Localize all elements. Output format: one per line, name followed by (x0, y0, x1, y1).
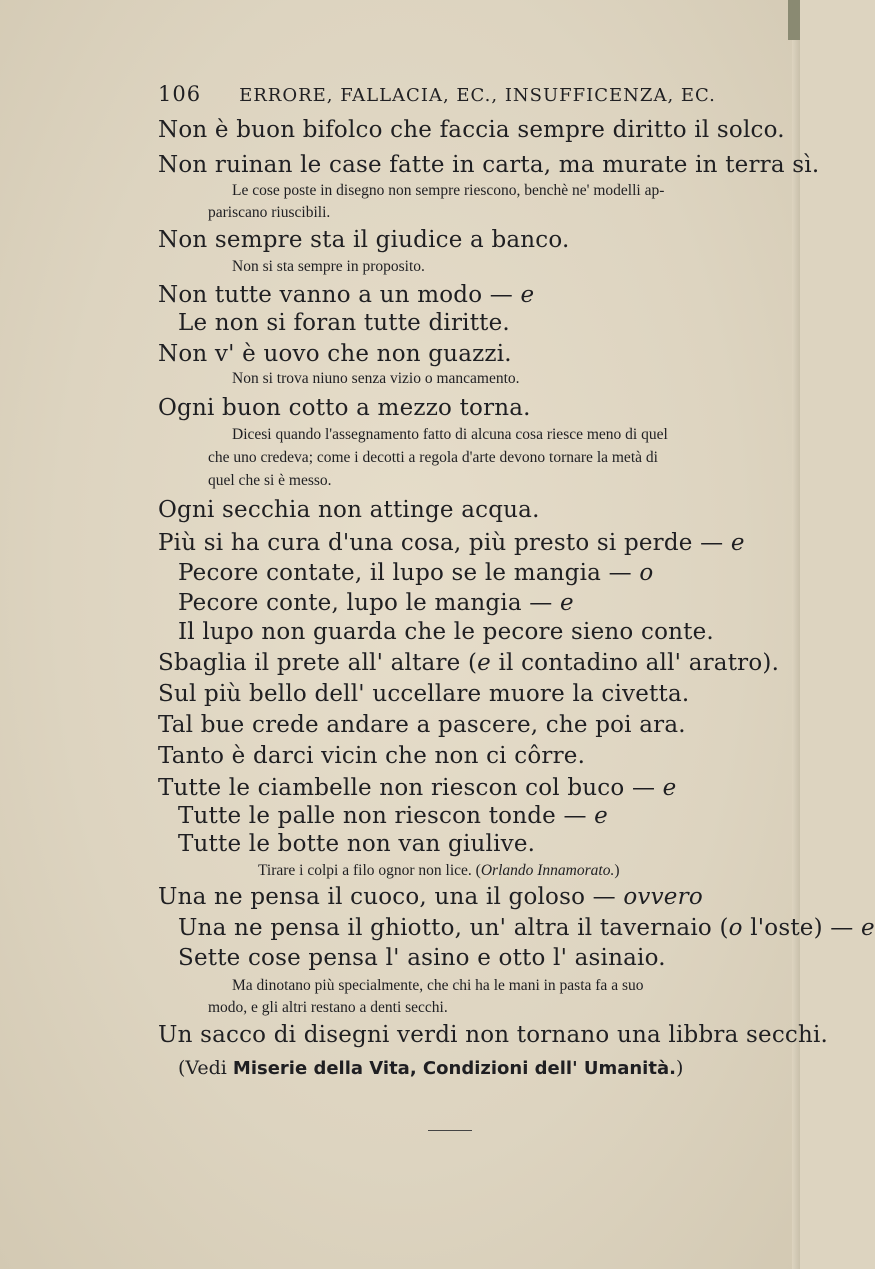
commentary-line: Non si sta sempre in proposito. (232, 258, 425, 275)
page-corner-mark (788, 0, 800, 40)
cross-reference: (Vedi Miserie della Vita, Condizioni dell' Umanità.) (178, 1057, 684, 1079)
commentary-line: che uno credeva; come i decotti a regola d'arte devono tornare la metà di (208, 449, 658, 466)
proverb-line: Tanto è darci vicin che non ci côrre. (158, 743, 586, 769)
proverb-line: Non tutte vanno a un modo — e (158, 282, 535, 308)
proverb-line: Un sacco di disegni verdi non tornano una libbra secchi. (158, 1022, 829, 1048)
proverb-line: Sette cose pensa l' asino e otto l' asinaio. (178, 945, 666, 971)
proverb-line: Tutte le ciambelle non riescon col buco — e (158, 775, 677, 801)
commentary-line: Le cose poste in disegno non sempre riescono, benchè ne' modelli ap- (232, 182, 665, 199)
proverb-line: Sbaglia il prete all' altare (e il contadino all' aratro). (158, 650, 780, 676)
commentary-line: Ma dinotano più specialmente, che chi ha le mani in pasta fa a suo (232, 977, 644, 994)
commentary-line: modo, e gli altri restano a denti secchi. (208, 999, 448, 1016)
proverb-line: Il lupo non guarda che le pecore sieno conte. (178, 619, 714, 645)
commentary-line: Dicesi quando l'assegnamento fatto di alcuna cosa riesce meno di quel (232, 426, 668, 443)
commentary-line: Non si trova niuno senza vizio o mancamento. (232, 370, 520, 387)
running-title: ERRORE, FALLACIA, EC., INSUFFICENZA, EC. (239, 85, 716, 106)
proverb-line: Le non si foran tutte diritte. (178, 310, 510, 336)
proverb-line: Ogni buon cotto a mezzo torna. (158, 395, 531, 421)
page-header (158, 82, 716, 106)
proverb-line: Ogni secchia non attinge acqua. (158, 497, 540, 523)
proverb-line: Una ne pensa il ghiotto, un' altra il tavernaio (o l'oste) — e (178, 915, 875, 941)
page-number: 106 (158, 82, 202, 106)
proverb-line: Sul più bello dell' uccellare muore la civetta. (158, 681, 690, 707)
commentary-line: pariscano riuscibili. (208, 204, 331, 221)
proverb-line: Non sempre sta il giudice a banco. (158, 227, 570, 253)
proverb-line: Pecore conte, lupo le mangia — e (178, 590, 574, 616)
proverb-line: Una ne pensa il cuoco, una il goloso — ovvero (158, 884, 703, 910)
citation-line: Tirare i colpi a filo ognor non lice. (Orlando Innamorato.) (258, 862, 620, 879)
proverb-line: Tutte le palle non riescon tonde — e (178, 803, 608, 829)
commentary-line: quel che si è messo. (208, 472, 332, 489)
section-end-rule (428, 1130, 472, 1131)
proverb-line: Tal bue crede andare a pascere, che poi ara. (158, 712, 686, 738)
proverb-line: Non ruinan le case fatte in carta, ma murate in terra sì. (158, 152, 820, 178)
page-edge-shadow (792, 0, 800, 1269)
proverb-line: Pecore contate, il lupo se le mangia — o (178, 560, 654, 586)
proverb-line: Non è buon bifolco che faccia sempre diritto il solco. (158, 117, 785, 143)
proverb-line: Non v' è uovo che non guazzi. (158, 341, 512, 367)
proverb-line: Tutte le botte non van giulive. (178, 831, 536, 857)
proverb-line: Più si ha cura d'una cosa, più presto si perde — e (158, 530, 745, 556)
